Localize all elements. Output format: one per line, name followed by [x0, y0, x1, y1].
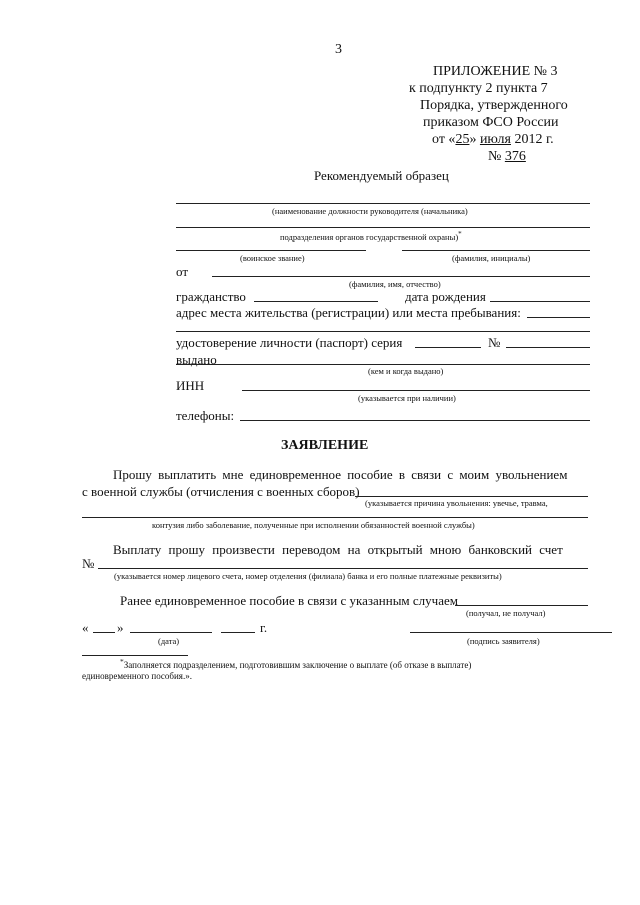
date-close-quote: »	[117, 620, 124, 635]
birth-date-line	[490, 301, 590, 302]
address-line-2	[176, 331, 590, 332]
date-day-line	[93, 632, 115, 633]
document-title: ЗАЯВЛЕНИЕ	[281, 438, 369, 453]
paragraph-2-line-1: Выплату прошу произвести переводом на открытый мною банковский счет	[113, 542, 563, 557]
issued-line	[176, 364, 590, 365]
citizenship-label: гражданство	[176, 289, 246, 304]
inn-caption: (указывается при наличии)	[358, 393, 456, 403]
date-caption: (дата)	[158, 636, 180, 646]
subdivision-caption: подразделения органов государственной охраны)*	[280, 230, 462, 242]
address-label: адрес места жительства (регистрации) или места пребывания:	[176, 305, 521, 320]
date-month-line	[130, 632, 212, 633]
name-initials-line	[402, 250, 590, 251]
phones-line	[240, 420, 590, 421]
account-number-sign: №	[82, 556, 95, 571]
rank-line	[176, 250, 366, 251]
account-details-caption: (указывается номер лицевого счета, номер отделения (филиала) банка и его полные платежные реквизиты)	[114, 571, 502, 581]
dismissal-reason-line	[355, 496, 588, 497]
received-caption: (получал, не получал)	[466, 608, 546, 618]
passport-number-line	[506, 347, 590, 348]
appendix-decree: приказом ФСО России	[423, 115, 559, 130]
signature-line	[410, 632, 612, 633]
inn-label: ИНН	[176, 378, 205, 393]
dismissal-reason-line-2	[82, 517, 588, 518]
sample-label: Рекомендуемый образец	[314, 168, 449, 183]
year-suffix: г.	[260, 620, 268, 635]
passport-label: удостоверение личности (паспорт) серия	[176, 335, 403, 350]
passport-series-line	[415, 347, 481, 348]
paragraph-1-line-1: Прошу выплатить мне единовременное пособие в связи с моим увольнением	[113, 467, 568, 482]
page-number: 3	[335, 42, 342, 57]
received-line	[455, 605, 588, 606]
full-name-line	[212, 276, 590, 277]
footnote-line-1: *Заполняется подразделением, подготовившим заключение о выплате (об отказе в выплате)	[120, 657, 472, 670]
appendix-date-month: июля	[479, 132, 511, 147]
name-initials-caption: (фамилия, инициалы)	[452, 253, 531, 263]
appendix-number: № 376	[488, 149, 526, 164]
phones-label: телефоны:	[176, 408, 235, 423]
appendix-order: Порядка, утвержденного	[420, 98, 568, 113]
head-position-line	[176, 203, 590, 204]
paragraph-3: Ранее единовременное пособие в связи с указанным случаем	[120, 593, 458, 608]
birth-date-label: дата рождения	[405, 289, 486, 304]
footnote-line-2: единовременного пособия.».	[82, 671, 192, 681]
date-open-quote: «	[82, 620, 89, 635]
appendix-subpoint: к подпункту 2 пункта 7	[409, 81, 548, 96]
appendix-date-day: 25	[455, 132, 470, 147]
dismissal-reason-caption-2: контузия либо заболевание, полученные при исполнении обязанностей военной службы)	[152, 520, 475, 530]
address-line	[527, 317, 590, 318]
inn-line	[242, 390, 590, 391]
citizenship-line	[254, 301, 378, 302]
full-name-caption: (фамилия, имя, отчество)	[349, 279, 441, 289]
paragraph-1-line-2: с военной службы (отчисления с военных сборов)	[82, 484, 360, 499]
subdivision-line	[176, 227, 590, 228]
issued-caption: (кем и когда выдано)	[368, 366, 444, 376]
signature-caption: (подпись заявителя)	[467, 636, 540, 646]
appendix-date: от «25» июля 2012 г.	[432, 132, 554, 147]
rank-caption: (воинское звание)	[240, 253, 305, 263]
account-number-line	[98, 568, 588, 569]
date-year-line	[221, 632, 255, 633]
from-label: от	[176, 264, 189, 279]
passport-number-sign: №	[488, 335, 501, 350]
appendix-title: ПРИЛОЖЕНИЕ № 3	[433, 64, 558, 79]
dismissal-reason-caption: (указывается причина увольнения: увечье, травма,	[365, 498, 548, 508]
issued-label: выдано	[176, 352, 217, 367]
head-position-caption: (наименование должности руководителя (начальника)	[272, 206, 468, 216]
appendix-number-value: 376	[504, 149, 526, 164]
